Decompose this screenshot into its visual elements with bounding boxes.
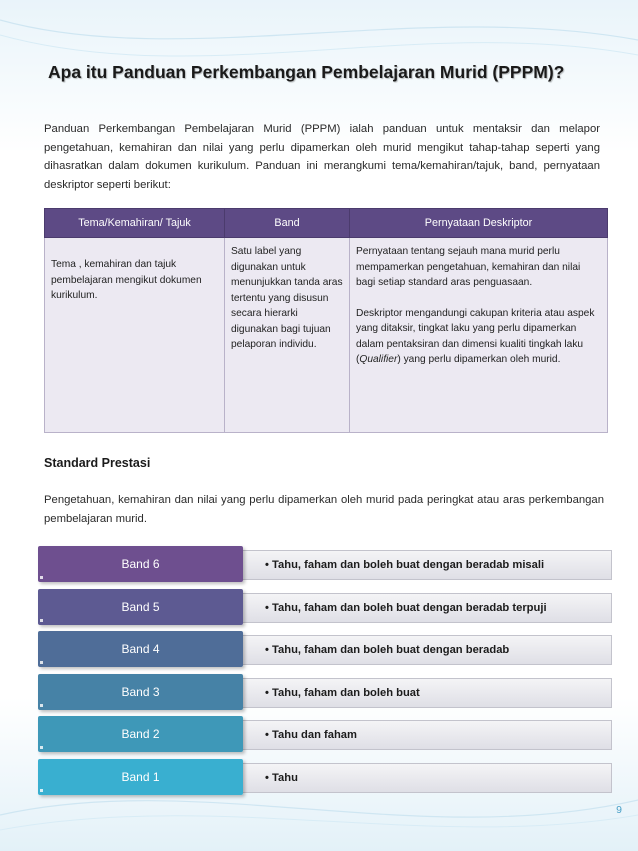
table-header-band: Band <box>225 209 350 238</box>
band-description: • Tahu dan faham <box>243 720 612 750</box>
deskriptor-para-1: Pernyataan tentang sejauh mana murid perlu mempamerkan pengetahuan, kemahiran dan nilai bagi setiap standard aras penguasaan. <box>356 246 581 288</box>
band-description: • Tahu, faham dan boleh buat dengan beradab <box>243 635 612 665</box>
table-cell-band: Satu label yang digunakan untuk menunjukkan tanda aras tertentu yang disusun secara hierarki digunakan bagi tujuan pelaporan individu. <box>225 238 350 433</box>
band-bullet-icon <box>40 704 43 707</box>
band-label <box>38 546 243 582</box>
table-cell-deskriptor <box>350 238 608 433</box>
band-bullet-icon <box>40 619 43 622</box>
band-bullet-icon <box>40 661 43 664</box>
band-row <box>38 674 614 710</box>
intro-paragraph: Panduan Perkembangan Pembelajaran Murid (PPPM) ialah panduan untuk mentaksir dan melapor pengetahuan, kemahiran dan nilai yang perlu dipamerkan oleh murid mengikut tahap-tahap seperti yang dihasratkan dalam dokumen kurikulum. Panduan ini merangkumi tema/kemahiran/tajuk, band, pernyataan deskriptor seperti berikut: <box>44 123 600 191</box>
band-label-text: Band 3 <box>121 684 160 699</box>
band-row <box>38 589 614 625</box>
band-bullet-icon <box>40 576 43 579</box>
deskriptor-text-b: ) yang perlu dipamerkan oleh murid. <box>397 354 561 365</box>
section-heading: Standard Prestasi <box>44 456 151 470</box>
deskriptor-text-a: Deskriptor mengandungi cakupan kriteria atau aspek yang ditaksir, tingkat laku yang perlu dipamerkan dalam pentaksiran dan dimensi kualiti tingkah laku ( <box>356 307 595 365</box>
table-row <box>45 238 608 433</box>
band-description: • Tahu <box>243 763 612 793</box>
band-label <box>38 674 243 710</box>
band-label <box>38 759 243 795</box>
pppm-table <box>44 208 608 433</box>
band-row <box>38 631 614 667</box>
band-label <box>38 716 243 752</box>
band-bullet-icon <box>40 789 43 792</box>
band-label-text: Band 1 <box>121 769 160 784</box>
band-label <box>38 589 243 625</box>
band-row <box>38 759 614 795</box>
band-row <box>38 546 614 582</box>
band-description: • Tahu, faham dan boleh buat dengan beradab misali <box>243 550 612 580</box>
table-header-tema: Tema/Kemahiran/ Tajuk <box>45 209 225 238</box>
band-bullet-icon <box>40 746 43 749</box>
band-label-text: Band 5 <box>121 599 160 614</box>
band-list <box>38 546 614 801</box>
band-row <box>38 716 614 752</box>
table-cell-tema: Tema , kemahiran dan tajuk pembelajaran mengikut dokumen kurikulum. <box>45 238 225 433</box>
band-label-text: Band 4 <box>121 642 160 656</box>
page-title: Apa itu Panduan Perkembangan Pembelajaran Murid (PPPM)? <box>48 62 565 82</box>
band-description: • Tahu, faham dan boleh buat dengan beradab terpuji <box>243 593 612 623</box>
band-label-text: Band 2 <box>121 727 160 741</box>
page-number: 9 <box>616 804 622 816</box>
section-description: Pengetahuan, kemahiran dan nilai yang perlu dipamerkan oleh murid pada peringkat atau aras perkembangan pembelajaran murid. <box>44 494 604 525</box>
deskriptor-para-2 <box>356 306 601 368</box>
band-description: • Tahu, faham dan boleh buat <box>243 678 612 708</box>
band-label <box>38 631 243 667</box>
band-label-text: Band 6 <box>121 557 160 571</box>
table-header-deskriptor: Pernyataan Deskriptor <box>350 209 608 238</box>
table-header-row <box>45 209 608 238</box>
deskriptor-qualifier: Qualifier <box>359 354 398 365</box>
